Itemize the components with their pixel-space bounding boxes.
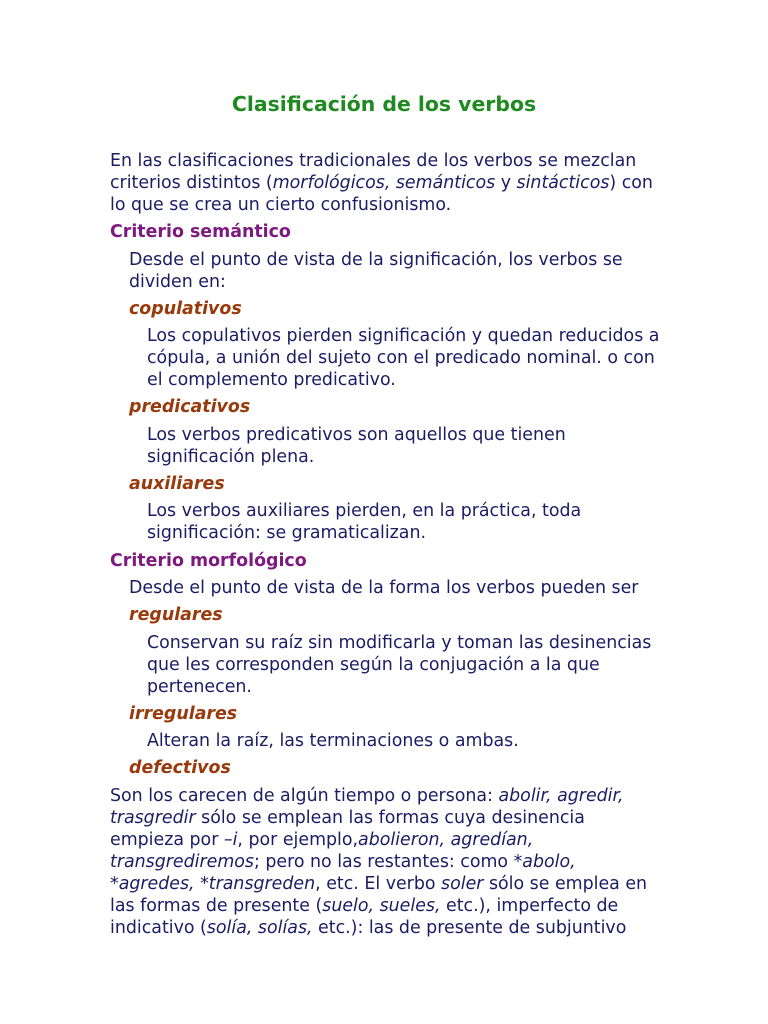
verb-type-defectivos bbox=[0, 757, 768, 938]
text-run: significación: se gramaticalizan. bbox=[147, 523, 426, 544]
section-heading: Criterio morfológico bbox=[110, 550, 307, 571]
text-line bbox=[110, 807, 768, 829]
text-run: , por ejemplo, bbox=[237, 829, 359, 850]
verb-type-term: auxiliares bbox=[129, 474, 225, 495]
text-run: y bbox=[495, 173, 517, 193]
page-title: Clasificación de los verbos bbox=[231, 92, 537, 116]
verb-type-definition bbox=[0, 730, 768, 752]
text-run: las formas de presente ( bbox=[110, 895, 323, 916]
text-run: etc.), imperfecto de bbox=[440, 895, 619, 916]
text-line bbox=[110, 785, 768, 807]
text-run: Conservan su raíz sin modificarla y toman las desinencias bbox=[147, 632, 652, 653]
text-run: cópula, a unión del sujeto con el predicado nominal. o con bbox=[147, 348, 655, 369]
verb-type-term: defectivos bbox=[129, 758, 231, 779]
italic-text: trasgredir bbox=[110, 807, 196, 828]
text-line bbox=[110, 150, 768, 172]
verb-type-predicativos bbox=[0, 396, 768, 467]
verb-type-term: predicativos bbox=[129, 397, 251, 418]
italic-text: transgrediremos bbox=[110, 851, 254, 872]
text-run: etc.): las de presente de subjuntivo bbox=[312, 917, 627, 938]
text-run: Desde el punto de vista de la significación, los verbos se bbox=[129, 249, 623, 270]
text-run: En las clasificaciones tradicionales de los verbos se mezclan bbox=[110, 151, 637, 171]
text-run: sólo se emplea en bbox=[483, 873, 648, 894]
text-line bbox=[147, 325, 768, 347]
section-heading: Criterio semántico bbox=[110, 222, 291, 243]
text-line bbox=[147, 654, 768, 676]
text-line bbox=[110, 172, 768, 194]
text-line bbox=[129, 271, 768, 293]
text-run: Los copulativos pierden significación y quedan reducidos a bbox=[147, 326, 660, 347]
verb-type-term: copulativos bbox=[129, 298, 242, 319]
section-lead bbox=[0, 577, 768, 599]
text-run: Los verbos predicativos son aquellos que tienen bbox=[147, 424, 566, 445]
text-line bbox=[129, 249, 768, 271]
text-run: empieza por bbox=[110, 829, 224, 850]
italic-text: morfológicos, semánticos bbox=[272, 173, 496, 193]
italic-text: –i bbox=[223, 829, 238, 850]
verb-type-definition bbox=[0, 632, 768, 698]
text-line bbox=[110, 851, 768, 873]
text-line bbox=[110, 895, 768, 917]
text-run: ) con bbox=[609, 173, 653, 193]
text-line bbox=[147, 676, 768, 698]
verb-type-definition bbox=[0, 325, 768, 391]
text-line bbox=[147, 730, 768, 752]
intro-paragraph bbox=[0, 150, 768, 216]
text-line bbox=[147, 446, 768, 468]
text-run: pertenecen. bbox=[147, 676, 252, 697]
text-line bbox=[110, 194, 768, 216]
text-line bbox=[147, 347, 768, 369]
text-run: sólo se emplean las formas cuya desinencia bbox=[195, 807, 585, 828]
text-run: el complemento predicativo. bbox=[147, 370, 396, 391]
verb-type-regulares bbox=[0, 604, 768, 697]
text-run: , etc. El verbo bbox=[315, 873, 442, 894]
text-line bbox=[147, 424, 768, 446]
italic-text: *abolo, bbox=[513, 851, 576, 872]
text-run: lo que se crea un cierto confusionismo. bbox=[110, 195, 452, 215]
italic-text: soler bbox=[441, 873, 484, 894]
text-run: Alteran la raíz, las terminaciones o ambas. bbox=[147, 731, 519, 752]
text-run: criterios distintos ( bbox=[110, 173, 273, 193]
text-line bbox=[147, 500, 768, 522]
text-run: dividen en: bbox=[129, 271, 226, 292]
italic-text: abolir, agredir, bbox=[498, 785, 624, 806]
text-line bbox=[147, 369, 768, 391]
italic-text: sintácticos bbox=[516, 173, 610, 193]
italic-text: suelo, sueles, bbox=[322, 895, 441, 916]
text-line bbox=[110, 873, 768, 895]
italic-text: *agredes, *transgreden bbox=[110, 873, 316, 894]
verb-type-irregulares bbox=[0, 703, 768, 752]
verb-type-term: regulares bbox=[129, 605, 223, 626]
verb-type-description bbox=[0, 785, 768, 939]
section-lead bbox=[0, 249, 768, 293]
text-line bbox=[147, 632, 768, 654]
text-run: Son los carecen de algún tiempo o persona: bbox=[110, 785, 499, 806]
text-run: Los verbos auxiliares pierden, en la práctica, toda bbox=[147, 501, 582, 522]
verb-type-copulativos bbox=[0, 298, 768, 391]
text-line bbox=[147, 522, 768, 544]
text-line bbox=[110, 917, 768, 939]
verb-type-definition bbox=[0, 500, 768, 544]
verb-type-definition bbox=[0, 424, 768, 468]
text-line bbox=[129, 577, 768, 599]
verb-type-term: irregulares bbox=[129, 703, 238, 724]
text-run: ; pero no las restantes: como bbox=[253, 851, 514, 872]
criterio-semantico-section bbox=[0, 221, 768, 544]
text-run: que les corresponden según la conjugación a la que bbox=[147, 654, 600, 675]
text-run: indicativo ( bbox=[110, 917, 207, 938]
italic-text: abolieron, agredían, bbox=[358, 829, 534, 850]
verb-type-auxiliares bbox=[0, 473, 768, 544]
text-run: Desde el punto de vista de la forma los verbos pueden ser bbox=[129, 577, 639, 598]
criterio-morfologico-section bbox=[0, 550, 768, 939]
italic-text: solía, solías, bbox=[206, 917, 313, 938]
text-line bbox=[110, 829, 768, 851]
text-run: significación plena. bbox=[147, 446, 315, 467]
